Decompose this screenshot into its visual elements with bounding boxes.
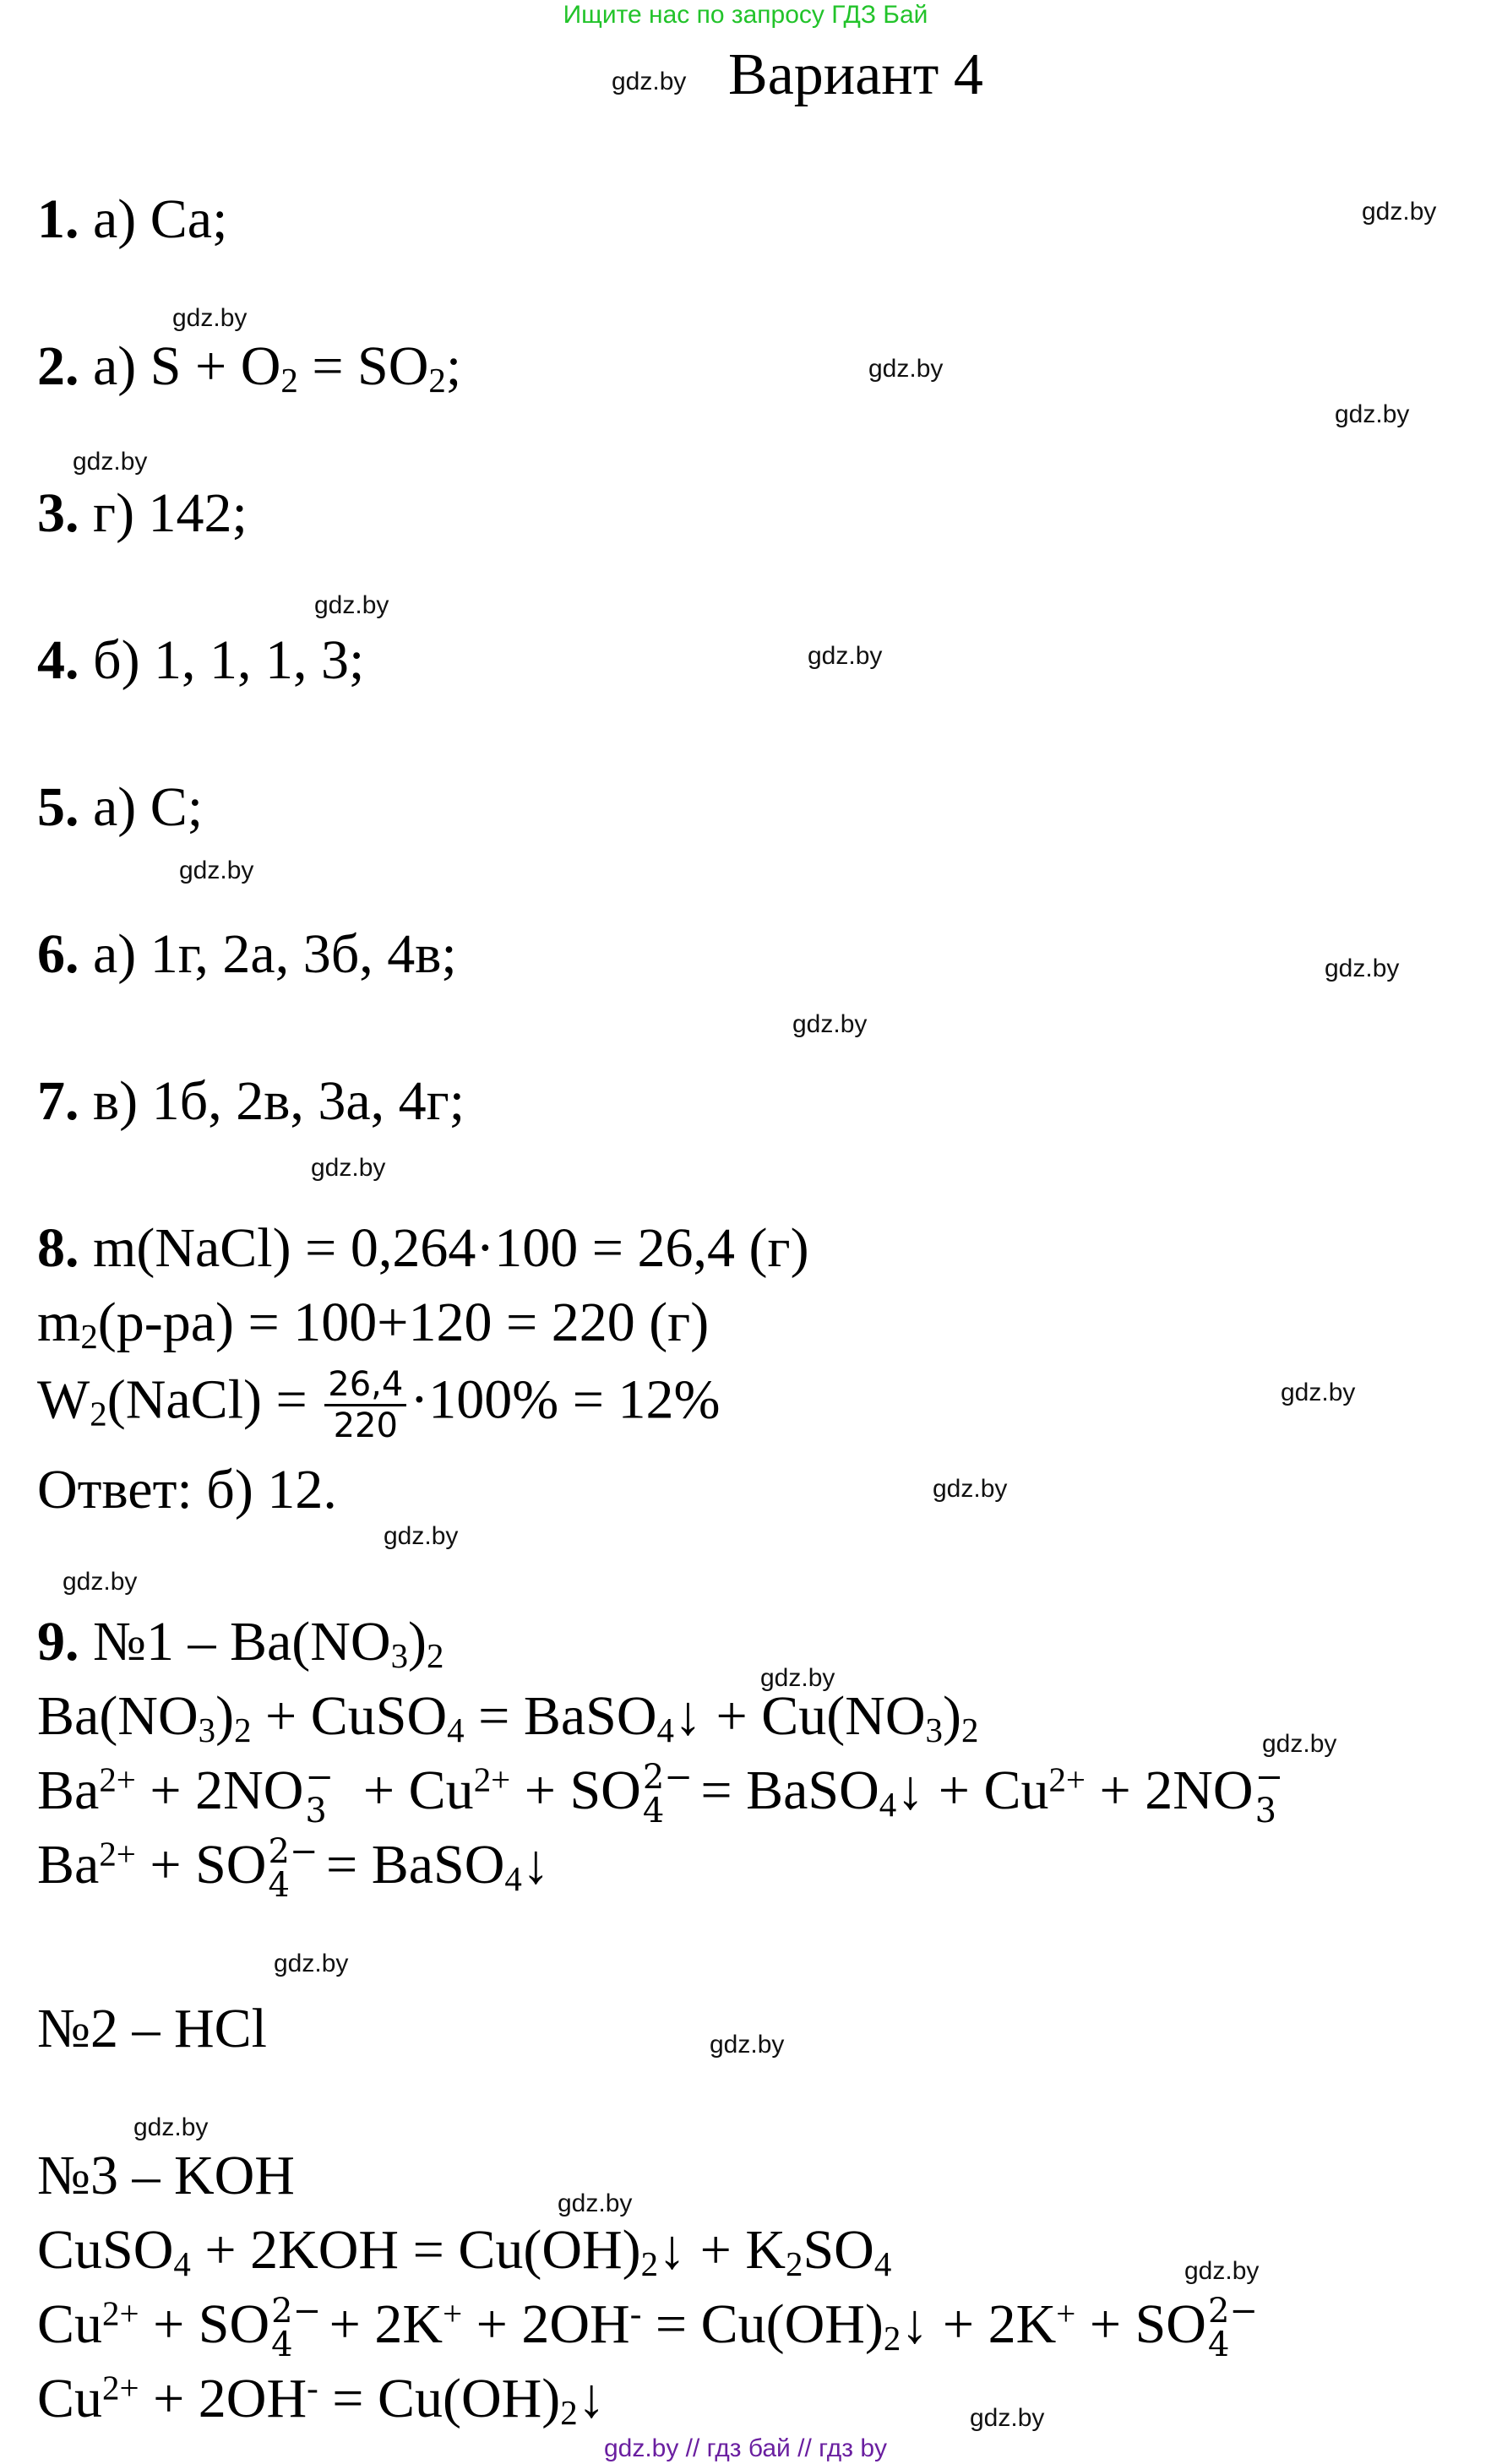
answer-number: 4. <box>37 629 79 691</box>
answer-text: г) 142; <box>93 482 248 544</box>
watermark: gdz.by <box>384 1522 459 1550</box>
task-9-tube-2: №2 – HCl <box>37 1998 267 2059</box>
answer-number: 7. <box>37 1070 79 1132</box>
watermark: gdz.by <box>311 1154 386 1182</box>
watermark: gdz.by <box>314 591 389 619</box>
watermark: gdz.by <box>133 2113 209 2141</box>
answer-number: 3. <box>37 482 79 544</box>
answer-2 <box>37 335 461 399</box>
precipitate-arrow-icon: ↓ <box>658 2219 687 2281</box>
watermark: gdz.by <box>612 68 687 95</box>
task-8-answer: Ответ: б) 12. <box>37 1459 337 1520</box>
task-9-tube-1: 9. №1 – $Ba(NO_3)_2$ <box>37 1611 444 1675</box>
answer-text: б) 1, 1, 1, 3; <box>93 629 365 691</box>
watermark: gdz.by <box>1184 2257 1260 2285</box>
answer-number: 1. <box>37 188 79 250</box>
answer-4 <box>37 628 364 693</box>
fraction <box>324 1365 406 1445</box>
watermark: gdz.by <box>1362 198 1437 226</box>
watermark: gdz.by <box>274 1950 349 1977</box>
watermark: gdz.by <box>1325 955 1400 982</box>
equation-molecular-3: CuSO$_4$ + $2KOH = Cu(OH)_2↓ + K_2SO_4$ <box>37 2219 892 2283</box>
watermark: gdz.by <box>1335 400 1410 428</box>
equation-short-ionic-1: $Ba^{2+}$ + SO 2− 4 = BaSO$_4$↓ <box>37 1832 550 1905</box>
watermark: gdz.by <box>710 2031 785 2059</box>
watermark: gdz.by <box>760 1664 835 1692</box>
sulfate-ion: SO 2− 4 <box>569 1758 693 1830</box>
precipitate-arrow-icon: ↓ <box>673 1685 702 1747</box>
equation-short-ionic-3: $Cu^{2+} + 2OH^-$ = $Cu(OH)_2↓$ <box>37 2368 606 2432</box>
answer-text: а) Ca; <box>93 188 228 250</box>
watermark: gdz.by <box>933 1475 1008 1503</box>
precipitate-arrow-icon: ↓ <box>901 2293 929 2355</box>
watermark: gdz.by <box>808 642 883 670</box>
task-8-line-2: $m_2(р-ра) = 100+120 = 220$ (г) <box>37 1292 710 1356</box>
answer-1 <box>37 188 227 252</box>
answer-text: а) $S + O_2 = SO_2$; <box>93 335 462 400</box>
task-9-tube-3: №3 – KOH <box>37 2145 295 2206</box>
fraction-numerator: 26,4 <box>324 1365 406 1406</box>
equation-full-ionic-3: $Cu^{2+}$ + SO 2− 4 + $2K^+ + 2OH^- = Cu(OH)_2↓ + 2K^+$ + SO 2− 4 <box>37 2292 1258 2364</box>
sulfate-ion: SO 2− 4 <box>195 1832 318 1905</box>
watermark: gdz.by <box>792 1010 868 1038</box>
answer-number: 8. <box>37 1217 79 1279</box>
precipitate-arrow-icon: ↓ <box>577 2368 606 2429</box>
nitrate-ion: NO − 3 <box>1173 1758 1284 1830</box>
page-title: Вариант 4 <box>728 42 983 107</box>
search-banner[interactable]: Ищите нас по запросу ГДЗ Бай <box>563 1 928 29</box>
fraction-denominator: 220 <box>333 1406 398 1445</box>
precipitate-arrow-icon: ↓ <box>896 1760 925 1821</box>
answer-5 <box>37 775 203 840</box>
watermark: gdz.by <box>970 2404 1045 2432</box>
watermark: gdz.by <box>73 448 148 476</box>
answer-number: 2. <box>37 335 79 397</box>
equation-full-ionic-1: $Ba^{2+} + 2NO$ − 3 + $Cu^{2+}$ + SO 2− 4 = BaSO$_4$↓ + $Cu^{2+} + 2NO$ − 3 <box>37 1758 1284 1830</box>
sulfate-ion: SO 2− 4 <box>198 2292 322 2364</box>
answer-number: 9. <box>37 1611 79 1673</box>
answer-text: в) 1б, 2в, 3а, 4г; <box>93 1070 465 1132</box>
answer-6 <box>37 922 457 987</box>
equation-molecular-1: $Ba(NO_3)_2$ + CuSO$_4$ = BaSO$_4$↓ + $Cu(NO_3)_2$ <box>37 1685 979 1749</box>
watermark: gdz.by <box>1281 1379 1356 1406</box>
watermark: gdz.by <box>63 1568 138 1596</box>
answer-3 <box>37 481 248 546</box>
watermark: gdz.by <box>1262 1730 1337 1758</box>
nitrate-ion: NO − 3 <box>223 1758 334 1830</box>
equation: m(NaCl) = 0,264·100 = 26,4 (г) <box>93 1217 809 1279</box>
answer-text: а) 1г, 2а, 3б, 4в; <box>93 923 457 985</box>
answer-text: а) C; <box>93 776 204 838</box>
task-8-line-1 <box>37 1216 809 1281</box>
task-8-line-3: $W_2(NaCl)$ = $\frac{26,4}{220}$ ·100% = 12% <box>37 1365 721 1445</box>
watermark: gdz.by <box>868 355 944 383</box>
watermark: gdz.by <box>172 304 248 332</box>
watermark: gdz.by <box>558 2189 633 2217</box>
footer-links[interactable]: gdz.by // гдз бай // гдз by <box>603 2434 888 2462</box>
answer-number: 5. <box>37 776 79 838</box>
precipitate-arrow-icon: ↓ <box>521 1834 550 1896</box>
answer-number: 6. <box>37 923 79 985</box>
sulfate-ion: SO 2− 4 <box>1135 2292 1258 2364</box>
watermark: gdz.by <box>179 857 254 884</box>
answer-7 <box>37 1069 465 1134</box>
